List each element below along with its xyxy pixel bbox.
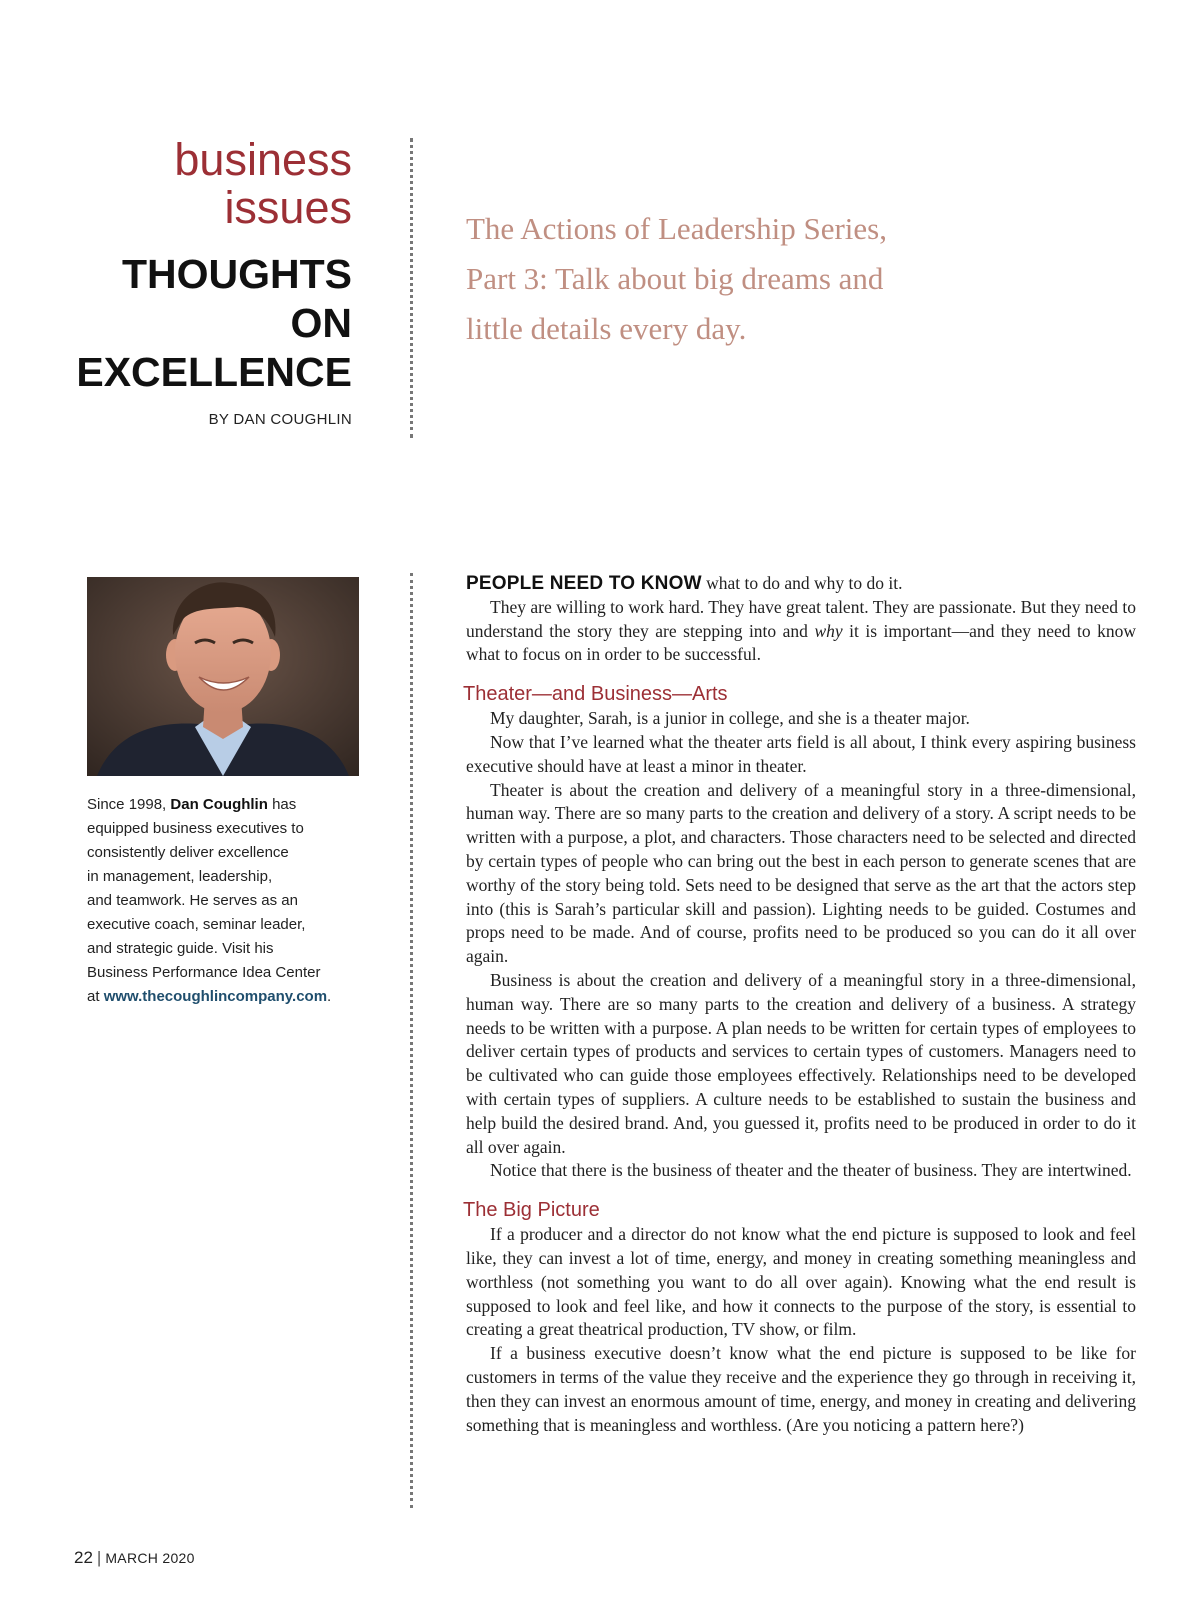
page-footer [74, 1548, 195, 1568]
paragraph: Notice that there is the business of theater and the theater of business. They are intertwined. [490, 1160, 1132, 1181]
bio-line [87, 985, 372, 1009]
bio-line [87, 793, 372, 817]
paragraph: Business is about the creation and delivery of a meaningful story in a three-dimensional, human way. There are so many parts to the creation and delivery of a business. A strategy needs to be written with a purpose. A plan needs to be written for certain types of employees to deliver certain types of products and services to certain types of customers. Managers need to be cultivated who can guide those employees effectively. Relationships need to be developed with certain types of suppliers. A culture needs to be established to sustain the business and help build the desired brand. And, you guessed it, profits need to be produced in order to do it all over again. [466, 969, 1136, 1157]
bio-line: and teamwork. He serves as an [87, 892, 298, 909]
bio-line: in management, leadership, [87, 868, 273, 885]
paragraph: My daughter, Sarah, is a junior in college, and she is a theater major. [490, 708, 970, 729]
author-name: Dan Coughlin [170, 796, 268, 813]
author-photo [87, 577, 359, 776]
dotted-divider [410, 138, 413, 438]
lead-in: PEOPLE NEED TO KNOW [466, 573, 702, 594]
deck-line: The Actions of Leadership Series, [466, 211, 887, 246]
issue-date: MARCH 2020 [105, 1550, 195, 1566]
byline: BY DAN COUGHLIN [208, 411, 352, 428]
article-title [76, 250, 352, 397]
website-link[interactable]: www.thecoughlincompany.com [103, 988, 328, 1005]
paragraph: If a producer and a director do not know what the end picture is supposed to look and feel like, they can invest a lot of time, energy, and money in creating something meaningless and worthless (not something you want to do all over again). Knowing what the end result is supposed to look and feel like, and how it connects to the purpose of the story, is essential to creating a great theatrical production, TV show, or film. [466, 1224, 1136, 1340]
bio-text: . [327, 988, 332, 1005]
author-portrait-icon [87, 577, 359, 776]
paragraph: Now that I’ve learned what the theater arts field is all about, I think every aspiring business executive should have at least a minor in theater. [466, 731, 1136, 776]
bio-text: Since 1998, [87, 796, 167, 813]
paragraph-text: They are willing to work hard. They have great talent. They are passionate. But they need to understand the story they are stepping into and [466, 596, 1136, 641]
title-line: ON [290, 300, 352, 346]
bio-line: and strategic guide. Visit his [87, 940, 274, 957]
bio-line: equipped business executives to [87, 820, 304, 837]
bio-line: consistently deliver excellence [87, 844, 289, 861]
paragraph: Theater is about the creation and delivery of a meaningful story in a three-dimensional, human way. There are so many parts to the creation and delivery of a story. A script needs to be written with a purpose, a plot, and characters. Those characters need to be selected and directed by certain types of people who can bring out the best in each person to generate scenes that are worthy of the story being told. Sets need to be designed that serve as the art that the actors step into (this is Sarah’s particular skill and passion). Lighting needs to be guided. Costumes and props need to be made. And of course, profits need to be produced so you can do it all over again. [466, 779, 1136, 967]
kicker-line: issues [224, 182, 352, 233]
lead-paragraph [466, 572, 1136, 596]
bio-line: executive coach, seminar leader, [87, 916, 306, 933]
title-line: THOUGHTS [121, 251, 352, 297]
emphasis: why [814, 620, 843, 641]
paragraph: If a business executive doesn’t know what the end picture is supposed to be like for customers in terms of the value they receive and the experience they go through in receiving it, then they can invest an enormous amount of time, energy, and money in creating and delivering something that is meaningless and worthless. (Are you noticing a pattern here?) [466, 1343, 1136, 1435]
article-body [463, 572, 1136, 1437]
bio-text: has [272, 796, 297, 813]
bio-line: Business Performance Idea Center [87, 964, 321, 981]
title-line: EXCELLENCE [76, 349, 352, 395]
author-bio [87, 793, 372, 1009]
paragraph-text: it is important—and they need to know what to focus on in order to be successful. [466, 620, 1136, 665]
subheading: The Big Picture [463, 1199, 600, 1222]
lead-text: what to do and why to do it. [706, 573, 903, 593]
subheading: Theater—and Business—Arts [463, 683, 728, 706]
paragraph [466, 596, 1136, 667]
dotted-divider [410, 573, 413, 1508]
kicker-line: business [174, 134, 352, 185]
footer-separator: | [96, 1548, 102, 1567]
deck-line: Part 3: Talk about big dreams and [466, 261, 884, 296]
page-number: 22 [74, 1548, 93, 1567]
bio-text: at [87, 988, 100, 1005]
section-kicker [174, 136, 352, 232]
deck-line: little details every day. [466, 311, 747, 346]
deck-subtitle [466, 204, 946, 354]
